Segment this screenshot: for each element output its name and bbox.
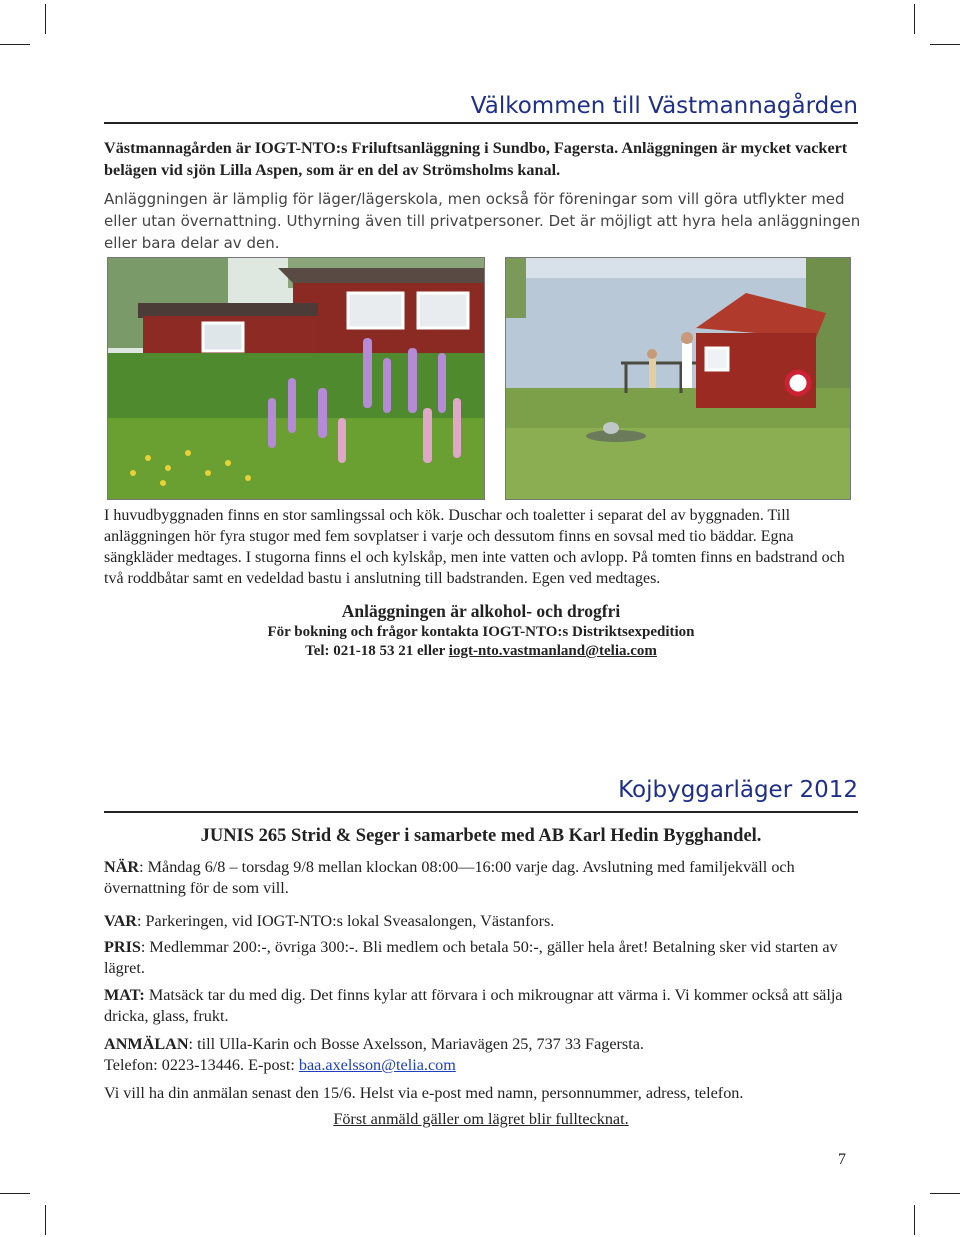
shed-lake-photo — [505, 257, 851, 500]
shed-lake-image — [506, 258, 850, 499]
registration-email-link[interactable]: baa.axelsson@telia.com — [298, 1056, 456, 1074]
food-label: MAT: — [104, 986, 145, 1004]
garden-house-photo — [107, 257, 485, 500]
alcohol-free-heading: Anläggningen är alkohol- och drogfri — [341, 601, 621, 621]
food-text: Matsäck tar du med dig. Det finns kylar att förvara i och mikrougnar att värma i. Vi kommer också att sälja dricka, glass, frukt. — [104, 986, 843, 1025]
price-text: : Medlemmar 200:-, övriga 300:-. Bli medlem och betala 50:-, gäller hela året! Betalning sker vid starten av lägret. — [104, 938, 838, 977]
price-paragraph — [104, 937, 854, 979]
crop-mark — [45, 1205, 46, 1235]
contact-line — [104, 643, 858, 660]
crop-mark — [0, 44, 30, 45]
where-text: : Parkeringen, vid IOGT-NTO:s lokal Sveasalongen, Västanfors. — [136, 912, 555, 930]
where-label: VAR — [104, 912, 137, 930]
phone-email-text: Telefon: 0223-13446. E-post: — [104, 1056, 299, 1074]
section-title: Välkommen till Västmannagården — [470, 93, 858, 119]
deadline-paragraph: Vi vill ha din anmälan senast den 15/6. Helst via e-post med namn, personnummer, adress, telefon. — [104, 1084, 744, 1102]
price-label: PRIS — [104, 938, 141, 956]
food-paragraph — [104, 985, 854, 1027]
crop-mark — [914, 1205, 915, 1235]
crop-mark — [45, 4, 46, 34]
garden-house-image — [108, 258, 484, 499]
crop-mark — [914, 4, 915, 34]
facilities-paragraph: I huvudbyggnaden finns en stor samlingssal och kök. Duschar och toaletter i separat del av byggnaden. Till anläggningen hör fyra stugor med fem sovplatser i varje och dessutom finns en sovsal med tio bäddar. Egna sängkläder medtages. I stugorna finns el och kylskåp, men inte vatten och avlopp. På tomten finns en badstrand och två roddbåtar samt en vedeldad bastu i anslutning till badstranden. Egen ved medtages. — [104, 507, 845, 587]
registration-label: ANMÄLAN — [104, 1035, 189, 1053]
when-text: : Måndag 6/8 – torsdag 9/8 mellan klockan 08:00—16:00 varje dag. Avslutning med familjekväll och övernattning för de som vill. — [104, 858, 795, 897]
when-label: NÄR — [104, 858, 140, 876]
suitability-paragraph: Anläggningen är lämplig för läger/lägerskola, men också för föreningar som vill göra utflykter med eller utan övernattning. Uthyrning även till privatpersoner. Det är möjligt att hyra hela anläggningen eller bara delar av den. — [104, 190, 861, 252]
first-come-note — [104, 1110, 858, 1129]
contact-email-link[interactable]: iogt-nto.vastmanland@telia.com — [448, 643, 657, 659]
camp-subtitle: JUNIS 265 Strid & Seger i samarbete med AB Karl Hedin Bygghandel. — [200, 826, 762, 846]
where-paragraph — [104, 911, 854, 932]
page-number: 7 — [838, 1151, 846, 1168]
phone-text: Tel: 021-18 53 21 eller — [305, 643, 449, 659]
registration-paragraph — [104, 1034, 854, 1076]
crop-mark — [0, 1193, 30, 1194]
intro-paragraph: Västmannagården är IOGT-NTO:s Friluftsanläggning i Sundbo, Fagersta. Anläggningen är mycket vackert belägen vid sjön Lilla Aspen, som är en del av Strömsholms kanal. — [104, 139, 848, 179]
title-rule — [104, 122, 858, 124]
section2-rule — [104, 811, 858, 813]
first-come-text: Först anmäld gäller om lägret blir fulltecknat. — [333, 1110, 629, 1128]
registration-text: : till Ulla-Karin och Bosse Axelsson, Mariavägen 25, 737 33 Fagersta. — [188, 1035, 644, 1053]
crop-mark — [930, 44, 960, 45]
section2-title: Kojbyggarläger 2012 — [618, 777, 858, 803]
when-paragraph — [104, 857, 854, 899]
crop-mark — [930, 1193, 960, 1194]
booking-text: För bokning och frågor kontakta IOGT-NTO:s Distriktsexpedition — [267, 624, 695, 640]
